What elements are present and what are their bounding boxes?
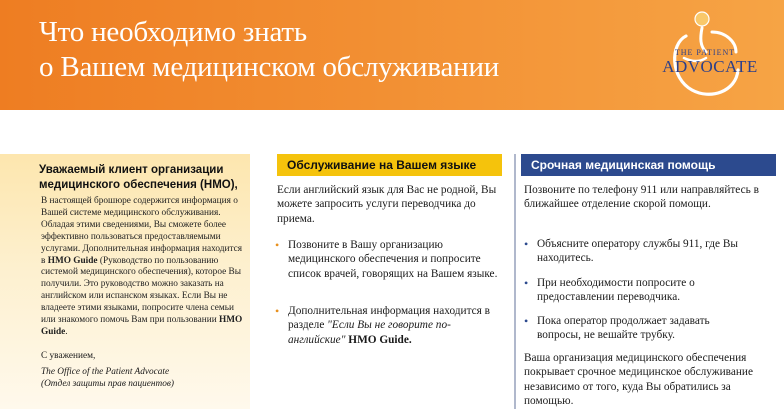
language-intro: Если английский язык для Вас не родной, Вы можете запросить услуги переводчика до приема. <box>277 184 497 225</box>
language-bullet-2-italic: "Если Вы не говорите по-английские" <box>288 319 451 346</box>
emergency-bullet-1-text: Объясните оператору службы 911, где Вы находитесь. <box>537 238 738 265</box>
header-banner <box>0 0 784 110</box>
bullet-dot-icon: • <box>524 237 529 251</box>
emergency-bullet-1 <box>524 237 767 266</box>
page-title <box>39 15 499 85</box>
title-line-2: о Вашем медицинском обслуживании <box>39 51 500 83</box>
emergency-section-title: Срочная медицинская помощь <box>521 154 776 176</box>
intro-body <box>41 196 246 339</box>
bullet-dot-icon: • <box>524 314 529 328</box>
intro-regards: С уважением, <box>41 351 96 361</box>
patient-advocate-logo <box>640 8 780 104</box>
bullet-dot-icon: • <box>524 276 529 290</box>
bullet-dot-icon: • <box>275 238 280 252</box>
emergency-bullet-3 <box>524 314 752 343</box>
language-bullet-1-text: Позвоните в Вашу организацию медицинского обеспечения и попросите список врачей, говорящих на Вашем языке. <box>288 239 498 280</box>
bullet-dot-icon: • <box>275 304 280 318</box>
intro-hmo-guide-2: HMO Guide <box>41 315 243 337</box>
column-divider <box>514 154 516 409</box>
title-line-1: Что необходимо знать <box>39 16 307 48</box>
language-bullet-2-text: Дополнительная информация находится в разделе <box>288 305 491 332</box>
emergency-footer: Ваша организация медицинского обеспечения покрывает срочное медицинское обслуживание независимо от того, куда Вы обратились за помощью. <box>524 352 753 407</box>
intro-body-end: . <box>65 326 68 337</box>
intro-heading: Уважаемый клиент организации медицинского обеспечения (HMO), <box>39 164 238 191</box>
logo-wordmark: ADVOCATE <box>662 57 758 76</box>
emergency-intro: Позвоните по телефону 911 или направляйтесь в ближайшее отделение скорой помощи. <box>524 184 759 211</box>
logo-subtitle: THE PATIENT <box>674 48 736 57</box>
emergency-bullet-2 <box>524 276 747 305</box>
intro-hmo-guide: HMO Guide <box>47 255 98 266</box>
language-section-title: Обслуживание на Вашем языке <box>277 154 502 176</box>
language-bullet-1 <box>275 238 500 281</box>
intro-body-start: В настоящей брошюре содержится информация о Вашей системе медицинского обслуживания. Обладая этими сведениями, Вы сможете более эффективно пользоваться предоставляемыми услугами. Дополнительная информация находится в <box>41 196 243 266</box>
language-bullet-2-bold: HMO Guide. <box>348 333 412 346</box>
emergency-bullet-3-text: Пока оператор продолжает задавать вопросы, не вешайте трубку. <box>537 315 710 342</box>
signature-office-ru: (Отдел защиты прав пациентов) <box>41 379 175 389</box>
emergency-section <box>514 154 776 407</box>
language-section <box>275 154 502 346</box>
emergency-bullet-2-text: При необходимости попросите о предоставлении переводчика. <box>537 277 695 304</box>
intro-body-middle: (Руководство по пользованию системой медицинского обеспечения), которое Вы получили. Это руководство можно заказать на английском или испанском языках. Если Вы не владеете этими языками, попросите члена семьи или знакомого помочь Вам при пользовании <box>41 255 241 326</box>
signature-office: The Office of the Patient Advocate <box>41 367 170 377</box>
language-bullet-2 <box>275 304 502 347</box>
intro-letter-panel <box>0 154 250 409</box>
intro-signature <box>41 366 174 390</box>
